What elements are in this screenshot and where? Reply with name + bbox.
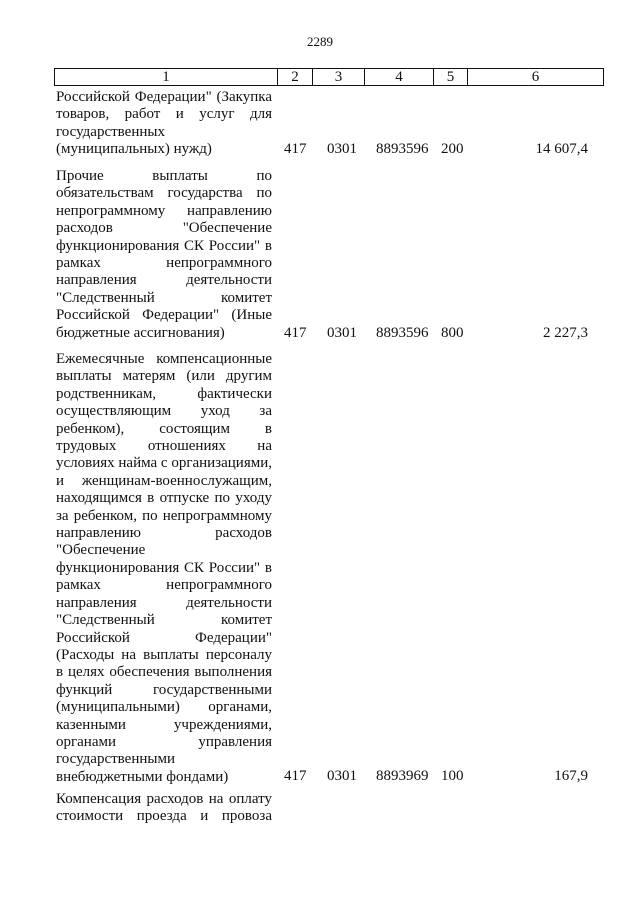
description-line: стоимости проезда и провоза	[56, 808, 272, 825]
description-line: находящимся в отпуске по уходу	[56, 490, 272, 507]
column-header-3: 3	[313, 69, 365, 86]
description-line: "Следственный комитет	[56, 612, 272, 629]
description-line: непрограммному направлению	[56, 202, 272, 219]
description-line: товаров, работ и услуг для	[56, 106, 272, 123]
code-column-3: 0301	[327, 141, 357, 157]
row-description	[56, 791, 272, 826]
description-line: государственными	[56, 751, 175, 768]
page-number: 2289	[307, 34, 333, 49]
description-line: (муниципальными) органами,	[56, 699, 272, 716]
code-column-4: 8893596	[376, 325, 429, 341]
description-line: направлению расходов	[56, 525, 272, 542]
code-column-2: 417	[284, 141, 307, 157]
amount-column-6: 2 227,3	[543, 325, 588, 341]
description-line: обязательствам государства по	[56, 185, 272, 202]
description-line: функций государственными	[56, 681, 272, 698]
description-line: Российской Федерации" (Иные	[56, 307, 272, 324]
description-line: направления деятельности	[56, 594, 272, 611]
description-line: трудовых отношениях на	[56, 438, 272, 455]
description-line: осуществляющим уход за	[56, 403, 272, 420]
amount-column-6: 167,9	[554, 768, 588, 784]
column-header-2: 2	[278, 69, 313, 86]
description-line: и женщинам-военнослужащим,	[56, 472, 272, 489]
code-column-5: 100	[441, 768, 464, 784]
description-line: ребенком), состоящим в	[56, 420, 272, 437]
description-line: Российской Федерации" (Закупка	[56, 89, 272, 105]
description-line: функционирования СК России" в	[56, 237, 272, 254]
code-column-4: 8893596	[376, 141, 429, 157]
code-column-3: 0301	[327, 768, 357, 784]
code-column-4: 8893969	[376, 768, 429, 784]
code-column-2: 417	[284, 768, 307, 784]
description-line: за ребенком, по непрограммному	[56, 507, 272, 524]
column-header-row	[55, 69, 604, 86]
amount-column-6: 14 607,4	[535, 141, 588, 157]
description-line: расходов "Обеспечение	[56, 220, 272, 237]
column-header-table	[54, 68, 604, 86]
description-line: в целях обеспечения выполнения	[56, 664, 272, 681]
code-column-3: 0301	[327, 325, 357, 341]
description-line: государственных	[56, 123, 165, 140]
description-line: "Следственный комитет	[56, 289, 272, 306]
description-line: родственникам, фактически	[56, 385, 272, 402]
column-header-4: 4	[365, 69, 434, 86]
column-header-6: 6	[468, 69, 604, 86]
code-column-2: 417	[284, 325, 307, 341]
code-column-5: 200	[441, 141, 464, 157]
description-line: Прочие выплаты по	[56, 168, 272, 184]
row-description	[56, 89, 272, 159]
description-line: выплаты матерям (или другим	[56, 368, 272, 385]
description-line: направления деятельности	[56, 272, 272, 289]
description-line: (Расходы на выплаты персоналу	[56, 646, 272, 663]
description-line: внебюджетными фондами)	[56, 768, 229, 785]
column-header-5: 5	[434, 69, 468, 86]
row-description	[56, 168, 272, 342]
description-line: бюджетные ассигнования)	[56, 324, 225, 341]
row-description	[56, 351, 272, 786]
description-line: "Обеспечение	[56, 542, 146, 559]
description-line: Компенсация расходов на оплату	[56, 791, 272, 807]
description-line: функционирования СК России" в	[56, 559, 272, 576]
description-line: Российской Федерации"	[56, 629, 272, 646]
description-line: органами управления	[56, 733, 272, 750]
description-line: рамках непрограммного	[56, 577, 272, 594]
description-line: рамках непрограммного	[56, 255, 272, 272]
description-line: Ежемесячные компенсационные	[56, 351, 272, 367]
description-line: казенными учреждениями,	[56, 716, 272, 733]
code-column-5: 800	[441, 325, 464, 341]
description-line: условиях найма с организациями,	[56, 455, 272, 472]
column-header-1: 1	[55, 69, 278, 86]
description-line: (муниципальных) нужд)	[56, 141, 212, 158]
